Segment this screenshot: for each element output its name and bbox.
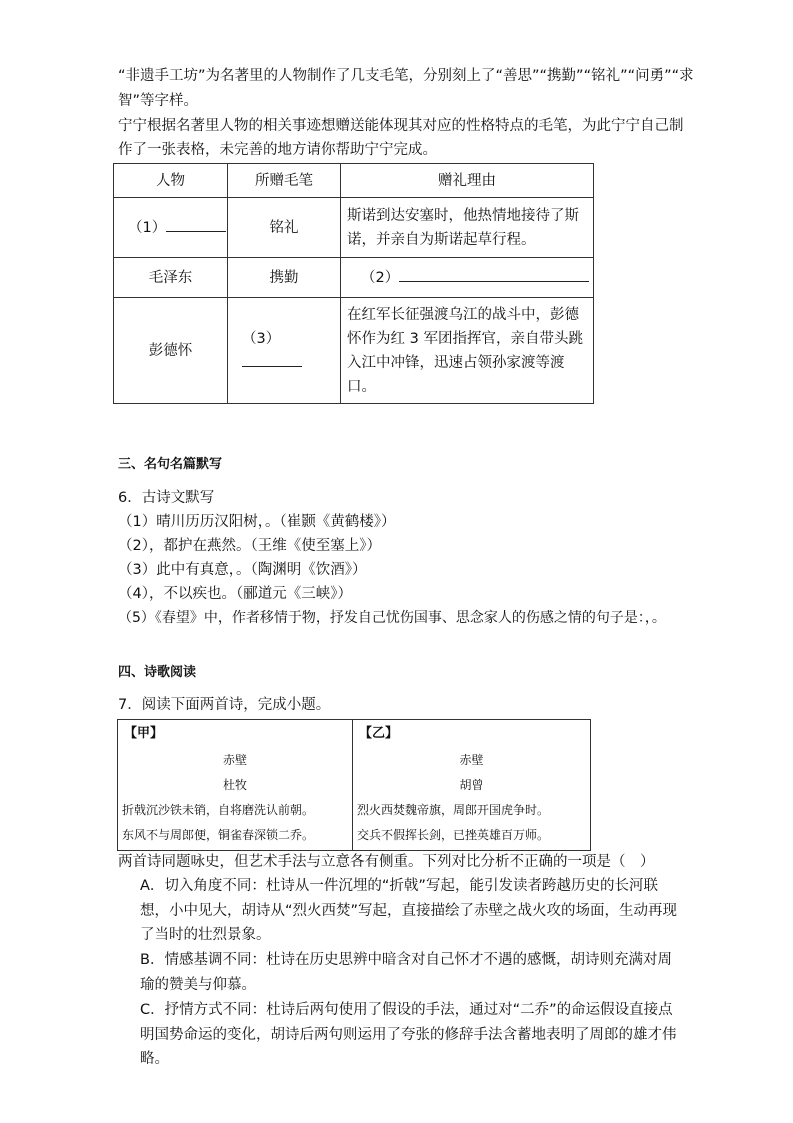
poem-a-author: 杜牧: [222, 778, 247, 792]
header-person: 人物: [114, 164, 228, 198]
intro-line-4: 作了一张表格，未完善的地方请你帮助宁宁完成。: [118, 142, 437, 158]
q6-item-5: （5）《春望》中，作者移情于物，抒发自己忧伤国事、思念家人的伤感之情的句子是：，。: [118, 610, 666, 626]
poem-a-line-2: 东风不与周郎便，铜雀春深锁二乔。: [122, 828, 315, 842]
section-4-title: 四、诗歌阅读: [118, 665, 197, 680]
poem-a: [118, 720, 353, 851]
cell-reason-2: [341, 258, 594, 298]
answer-blank-1[interactable]: [166, 217, 226, 232]
header-reason: 赠礼理由: [341, 164, 594, 198]
intro-line-1: “非遗手工坊”为名著里的人物制作了几支毛笔，分别刻上了“善思”“携勤”“铭礼”“问勇”“求: [118, 68, 694, 84]
q6-item-2: （2），都护在燕然。（王维《使至塞上》）: [118, 538, 381, 554]
q6-item-1: （1）晴川历历汉阳树，。（崔颢《黄鹤楼》）: [118, 514, 396, 530]
poem-b-title: 赤壁: [459, 753, 484, 767]
table-row: [114, 298, 594, 404]
poem-a-title: 赤壁: [222, 753, 247, 767]
blank-label-2: （2）: [361, 269, 400, 286]
poem-b-author: 胡曾: [459, 778, 484, 792]
header-pen: 所赠毛笔: [228, 164, 341, 198]
question-7-stem: 两首诗同题咏史，但艺术手法与立意各有侧重。下列对比分析不正确的一项是（ ）: [118, 854, 655, 870]
option-a[interactable]: A．切入角度不同：杜诗从一件沉埋的“折戟”写起，能引发读者跨越历史的长河联想，小中见大，胡诗从“烈火西焚”写起，直接描绘了赤壁之战火攻的场面，生动再现了当时的壮烈景象。: [140, 878, 678, 943]
poem-b-line-1: 烈火西焚魏帝旗，周郎开国虎争时。: [357, 803, 550, 817]
q6-item-4: （4），不以疾也。（郦道元《三峡》）: [118, 586, 352, 602]
poems-table: [117, 719, 591, 851]
question-6: 6．古诗文默写: [118, 490, 215, 506]
blank-label-3: （3）: [242, 330, 281, 347]
answer-blank-3[interactable]: [242, 352, 302, 367]
poem-b: [353, 720, 591, 851]
option-c[interactable]: C．抒情方式不同：杜诗后两句使用了假设的手法，通过对“二乔”的命运假设直接点明国势命运的变化，胡诗后两句则运用了夸张的修辞手法含蓄地表明了周郎的雄才伟略。: [140, 1002, 677, 1067]
option-b[interactable]: B．情感基调不同：杜诗在历史思辨中暗含对自己怀才不遇的感慨，胡诗则充满对周瑜的赞美与仰慕。: [140, 952, 672, 993]
blank-label-1: （1）: [128, 219, 167, 236]
cell-pen-1: 铭礼: [228, 198, 341, 258]
table-header-row: [114, 164, 594, 198]
poem-b-line-2: 交兵不假挥长剑，已挫英雄百万师。: [357, 828, 550, 842]
section-3-title: 三、名句名篇默写: [118, 457, 223, 472]
table-row: [114, 258, 594, 298]
poem-a-line-1: 折戟沉沙铁未销，自将磨洗认前朝。: [122, 803, 315, 817]
cell-person-3: 彭德怀: [114, 298, 228, 404]
question-7: 7．阅读下面两首诗，完成小题。: [118, 697, 331, 713]
table-row: [114, 198, 594, 258]
intro-line-3: 宁宁根据名著里人物的相关事迹想赠送能体现其对应的性格特点的毛笔，为此宁宁自己制: [118, 118, 684, 134]
cell-pen-2: 携勤: [228, 258, 341, 298]
cell-reason-1: 斯诺到达安塞时，他热情地接待了斯诺，并亲自为斯诺起草行程。: [341, 198, 594, 258]
q6-item-3: （3）此中有真意，。（陶渊明《饮酒》）: [118, 562, 367, 578]
cell-person-2: 毛泽东: [114, 258, 228, 298]
poem-b-label: 【乙】: [359, 726, 399, 741]
cell-person-1: [114, 198, 228, 258]
cell-pen-3: [228, 298, 341, 404]
gift-table: [113, 163, 594, 404]
poem-a-label: 【甲】: [124, 726, 164, 741]
intro-line-2: 智”等字样。: [118, 93, 199, 109]
answer-blank-2[interactable]: [399, 267, 589, 282]
cell-reason-3: 在红军长征强渡乌江的战斗中，彭德怀作为红 3 军团指挥官，亲自带头跳入江中冲锋，迅速占领孙家渡等渡口。: [341, 298, 594, 404]
